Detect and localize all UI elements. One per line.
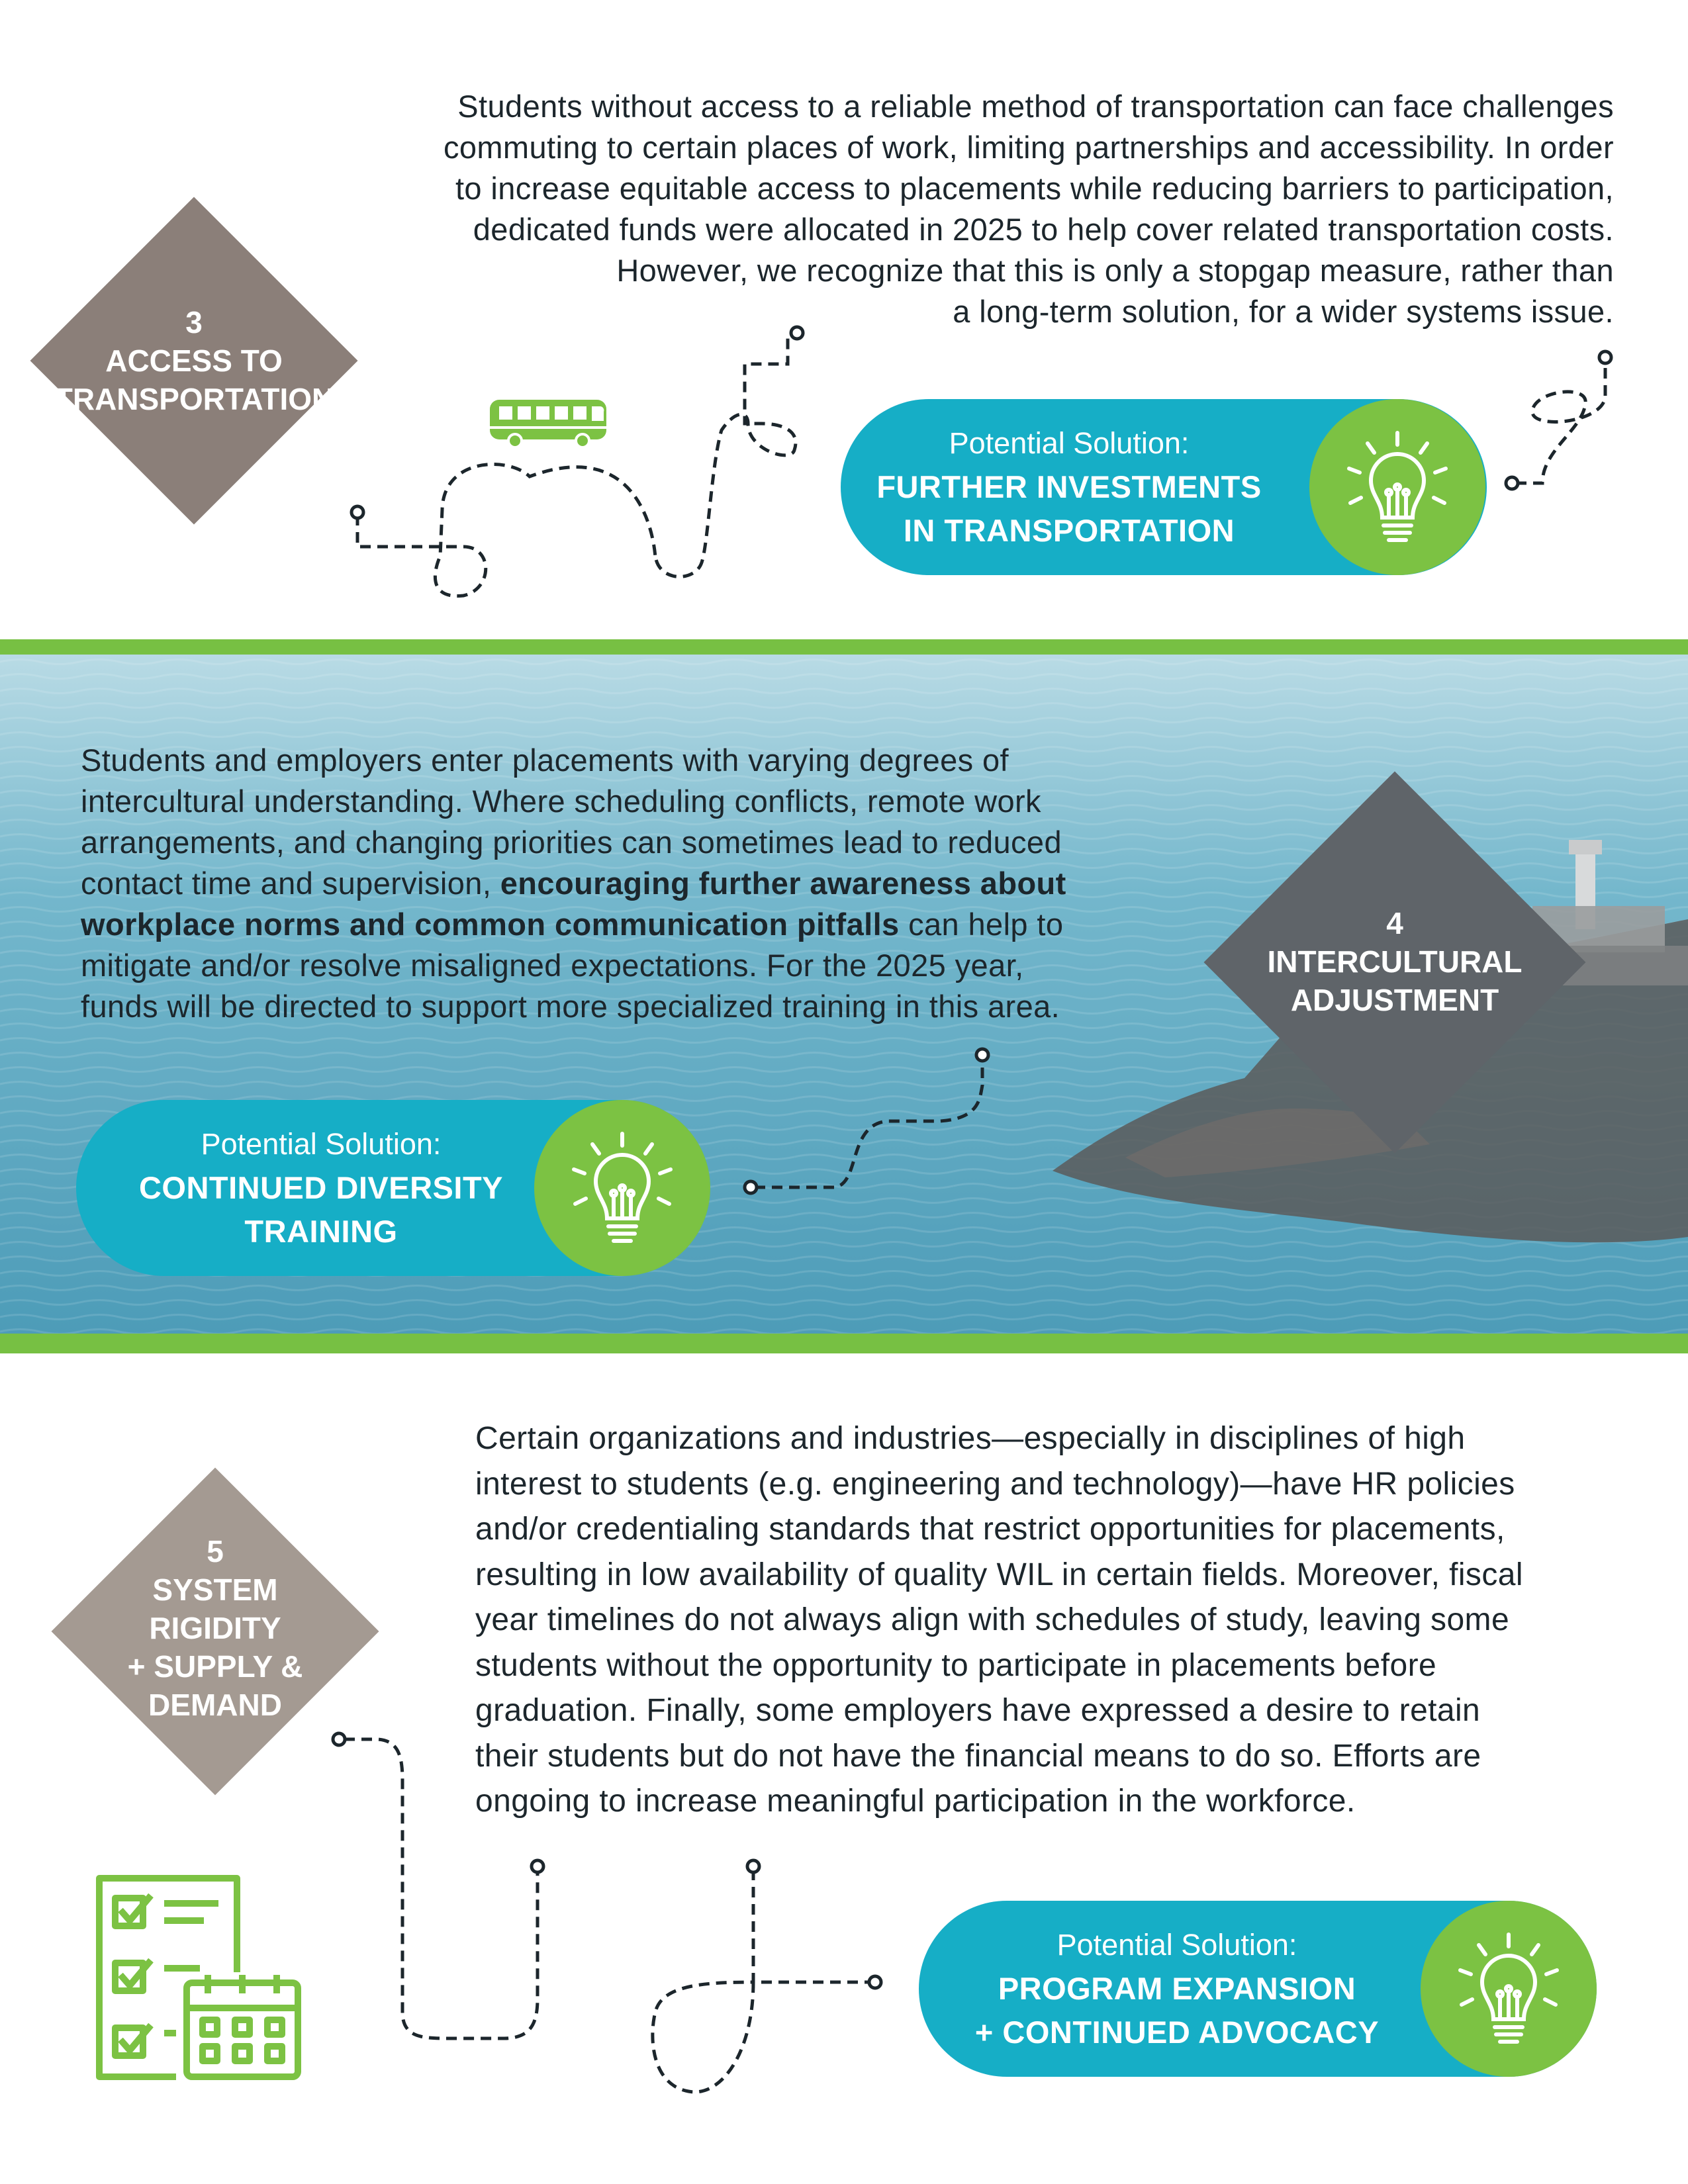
section3-title: 3 ACCESS TO TRANSPORTATION — [54, 305, 334, 416]
emphasis-text: workplace norms and common communication pitfalls — [81, 907, 900, 942]
section5-solution-text: Potential Solution: PROGRAM EXPANSION + CONTINUED ADVOCACY — [974, 1928, 1380, 2050]
checklist-calendar-icon — [94, 1872, 306, 2083]
section4-paragraph: Students and employers enter placements with varying degrees of intercultural understanding. Where scheduling conflicts, remote work arrangements, and changing priorities can sometimes lead to reduced contact time and supervision, encouraging further awareness about workplace norms and common communication pitfalls can help to mitigate and/or resolve misaligned expectations. For the 2025 year, funds will be directed to support more specialized training in this area. — [81, 743, 1066, 1024]
lightbulb-icon — [1452, 1931, 1565, 2047]
section3-solution-text: Potential Solution: FURTHER INVESTMENTS IN TRANSPORTATION — [876, 426, 1262, 548]
section5-paragraph: Certain organizations and industries—especially in disciplines of high interest to students (e.g. engineering and technology)—have HR policies and/or credentialing standards that restrict opportunities for placements, resulting in low availability of quality WIL in certain fields. Moreover, fiscal year timelines do not always align with schedules of study, leaving some students without the opportunity to participate in placements before graduation. Finally, some employers have expressed a desire to retain their students but do not have the financial means to do so. Efforts are ongoing to increase meaningful participation in the workforce. — [475, 1421, 1523, 1819]
section4-title: 4 INTERCULTURAL ADJUSTMENT — [1267, 906, 1523, 1017]
section4-solution-text: Potential Solution: CONTINUED DIVERSITY TRAINING — [138, 1127, 504, 1249]
emphasis-text: encouraging further awareness about — [500, 866, 1066, 901]
section5-bulb-circle — [1421, 1901, 1597, 2077]
section3-paragraph: Students without access to a reliable method of transportation can face challenges commuting to certain places of work, limiting partnerships and accessibility. In order to increase equitable access to placements while reducing barriers to participation, dedicated funds were allocated in 2025 to help cover related transportation costs. However, we recognize that this is only a stopgap measure, rather than a long-term solution, for a wider systems issue. — [443, 89, 1614, 329]
section5-title: 5 SYSTEM RIGIDITY + SUPPLY & DEMAND — [127, 1534, 303, 1722]
